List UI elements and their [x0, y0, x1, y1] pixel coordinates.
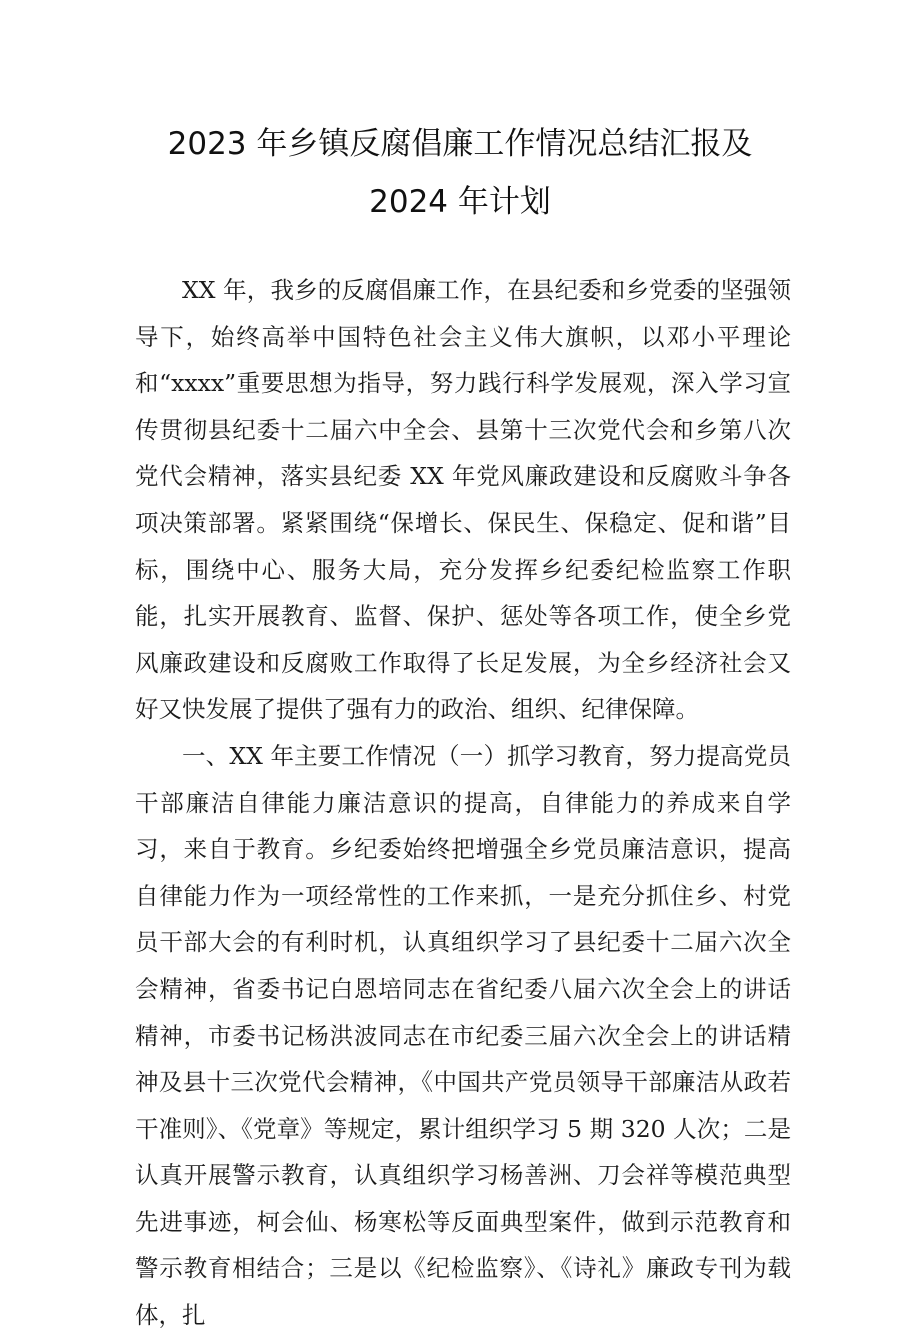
document-title-line-1: 2023 年乡镇反腐倡廉工作情况总结汇报及 — [167, 126, 753, 162]
document-body — [135, 267, 791, 1339]
paragraph-section-1: 一、XX 年主要工作情况（一）抓学习教育，努力提高党员干部廉洁自律能力廉洁意识的提高，自律能力的养成来自学习，来自于教育。乡纪委始终把增强全乡党员廉洁意识，提高自律能力作为一项经常性的工作来抓，一是充分抓住乡、村党员干部大会的有利时机，认真组织学习了县纪委十二届六次全会精神，省委书记白恩培同志在省纪委八届六次全会上的讲话精神，市委书记杨洪波同志在市纪委三届六次全会上的讲话精神及县十三次党代会精神，《中国共产党员领导干部廉洁从政若干准则》、《党章》等规定，累计组织学习 5 期 320 人次；二是认真开展警示教育，认真组织学习杨善洲、刀会祥等模范典型先进事迹，柯会仙、杨寒松等反面典型案件，做到示范教育和警示教育相结合；三是以《纪检监察》、《诗礼》廉政专刊为载体，扎 — [135, 741, 791, 1330]
document-title-line-2: 2024 年计划 — [369, 184, 551, 220]
paragraph-intro: XX 年，我乡的反腐倡廉工作，在县纪委和乡党委的坚强领导下，始终高举中国特色社会主义伟大旗帜，以邓小平理论和“xxxx”重要思想为指导，努力践行科学发展观，深入学习宣传贯彻县纪委十二届六中全会、县第十三次党代会和乡第八次党代会精神，落实县纪委 XX 年党风廉政建设和反腐败斗争各项决策部署。紧紧围绕“保增长、保民生、保稳定、促和谐”目标，围绕中心、服务大局，充分发挥乡纪委纪检监察工作职能，扎实开展教育、监督、保护、惩处等各项工作，使全乡党风廉政建设和反腐败工作取得了长足发展，为全乡经济社会又好又快发展了提供了强有力的政治、组织、纪律保障。 — [135, 276, 791, 724]
